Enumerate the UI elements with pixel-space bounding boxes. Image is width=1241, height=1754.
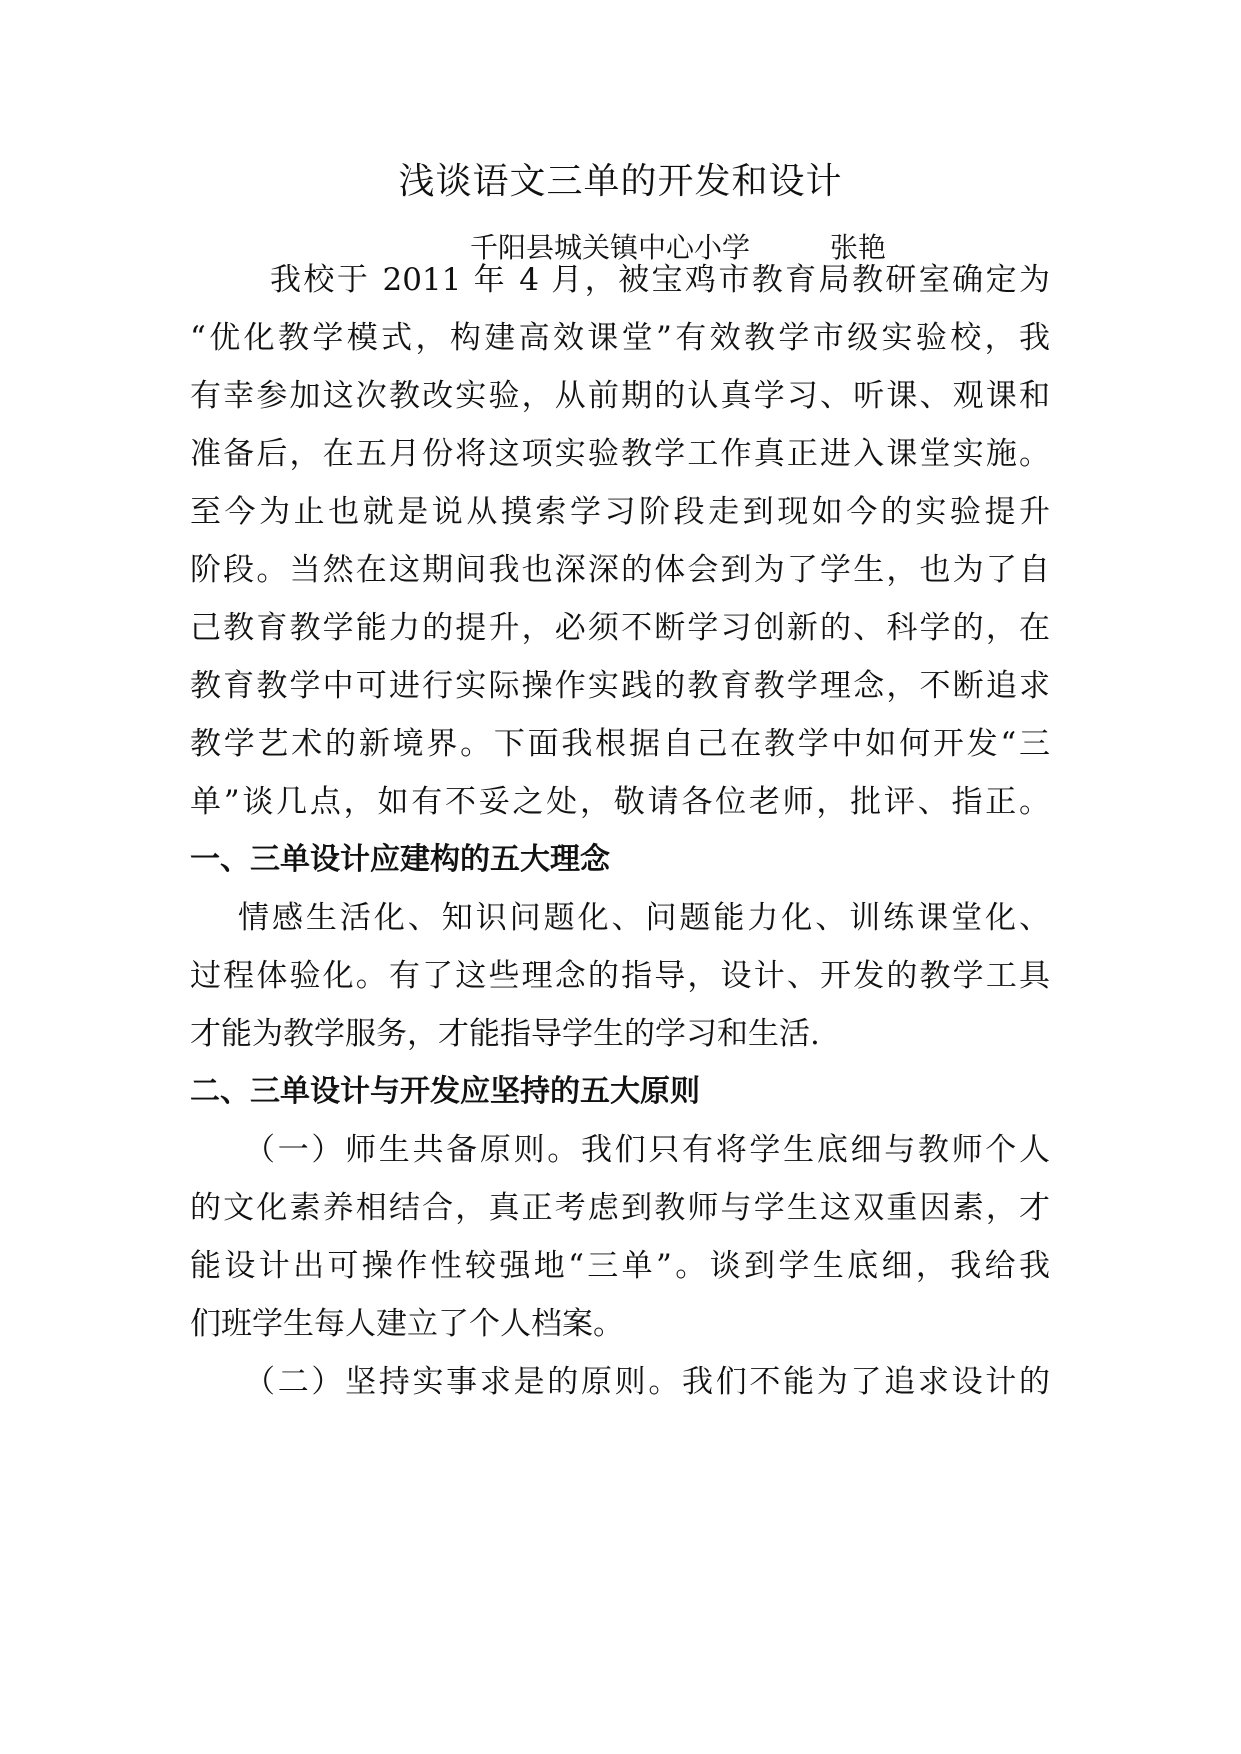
- section-heading-1: 一、三单设计应建构的五大理念: [190, 842, 610, 877]
- paragraph-line: 我校于 2011 年 4 月，被宝鸡市教育局教研室确定为: [270, 262, 1050, 298]
- paragraph-line: 教学艺术的新境界。下面我根据自己在教学中如何开发“三: [190, 726, 1050, 762]
- section-heading-2: 二、三单设计与开发应坚持的五大原则: [190, 1074, 700, 1109]
- paragraph-line: 单”谈几点，如有不妥之处，敬请各位老师，批评、指正。: [190, 784, 1050, 820]
- paragraph-line: 己教育教学能力的提升，必须不断学习创新的、科学的，在: [190, 610, 1050, 646]
- paragraph-line: （一）师生共备原则。我们只有将学生底细与教师个人: [244, 1132, 1050, 1168]
- paragraph-line: 准备后，在五月份将这项实验教学工作真正进入课堂实施。: [190, 436, 1050, 472]
- paragraph-line: 才能为教学服务，才能指导学生的学习和生活.: [190, 1016, 820, 1052]
- paragraph-line: 情感生活化、知识问题化、问题能力化、训练课堂化、: [238, 900, 1050, 936]
- paragraph-line: “优化教学模式，构建高效课堂”有效教学市级实验校，我: [190, 320, 1050, 356]
- paragraph-line: 的文化素养相结合，真正考虑到教师与学生这双重因素，才: [190, 1190, 1050, 1226]
- school-name: 千阳县城关镇中心小学: [470, 231, 751, 264]
- paragraph-line: 过程体验化。有了这些理念的指导，设计、开发的教学工具: [190, 958, 1050, 994]
- paragraph-line: 有幸参加这次教改实验，从前期的认真学习、听课、观课和: [190, 378, 1050, 414]
- paragraph-line: 至今为止也就是说从摸索学习阶段走到现如今的实验提升: [190, 494, 1050, 530]
- document-title: 浅谈语文三单的开发和设计: [398, 161, 843, 202]
- paragraph-line: 教育教学中可进行实际操作实践的教育教学理念，不断追求: [190, 668, 1050, 704]
- paragraph-line: （二）坚持实事求是的原则。我们不能为了追求设计的: [244, 1364, 1050, 1400]
- paragraph-line: 阶段。当然在这期间我也深深的体会到为了学生，也为了自: [190, 552, 1050, 588]
- paragraph-line: 们班学生每人建立了个人档案。: [190, 1306, 624, 1342]
- paragraph-line: 能设计出可操作性较强地“三单”。谈到学生底细，我给我: [190, 1248, 1050, 1284]
- author-name: 张艳: [830, 231, 887, 264]
